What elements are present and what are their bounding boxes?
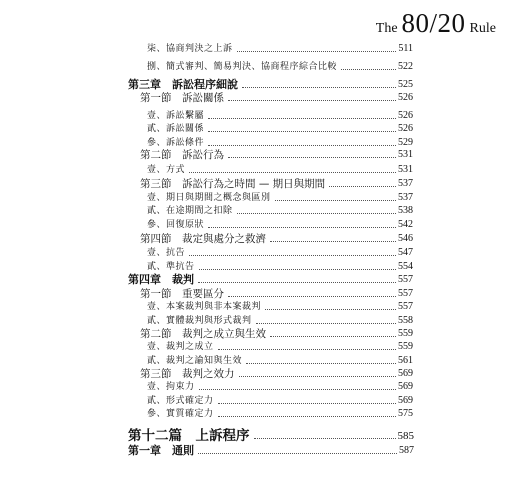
toc-entry-title: 貳、在途期間之扣除 bbox=[147, 206, 233, 216]
toc-entry-title: 柒、協商判決之上訴 bbox=[147, 44, 233, 54]
toc-entry-page: 526 bbox=[398, 123, 413, 134]
toc-entry-page: 542 bbox=[398, 219, 413, 230]
toc-entry-page: 557 bbox=[398, 288, 413, 299]
toc-entry-title: 第三節 裁判之效力 bbox=[140, 368, 235, 380]
toc-dot-leader bbox=[198, 453, 397, 454]
toc-dot-leader bbox=[237, 51, 397, 52]
toc-entry-title: 壹、裁判之成立 bbox=[147, 342, 214, 352]
toc-entry-title: 參、回復原狀 bbox=[147, 220, 205, 230]
toc-entry-title: 第四章 裁判 bbox=[128, 273, 194, 286]
toc-entry-title: 壹、期日與期間之概念與區別 bbox=[147, 193, 271, 203]
toc-entry-page: 538 bbox=[398, 205, 413, 216]
header-rule: Rule bbox=[469, 21, 496, 36]
toc-entry-title: 第四節 裁定與處分之救濟 bbox=[140, 233, 266, 245]
toc-entry-page: 531 bbox=[398, 164, 413, 175]
toc-entry-title: 第三節 訴訟行為之時間 — 期日與期間 bbox=[140, 178, 326, 190]
toc-dot-leader bbox=[228, 100, 396, 101]
toc-entry-title: 第二節 訴訟行為 bbox=[140, 149, 224, 161]
toc-entry-page: 557 bbox=[398, 301, 413, 312]
toc-entry-page: 569 bbox=[398, 395, 413, 406]
toc-entry-page: 561 bbox=[398, 355, 413, 366]
toc-entry-title: 壹、本案裁判與非本案裁判 bbox=[147, 302, 262, 312]
toc-entry-title: 壹、訴訟繫屬 bbox=[147, 111, 205, 121]
toc-entry-title: 壹、抗告 bbox=[147, 248, 186, 258]
toc-entry-page: 559 bbox=[398, 341, 413, 352]
toc-entry-title: 壹、方式 bbox=[147, 165, 186, 175]
toc-entry-title: 貳、訴訟關係 bbox=[147, 124, 205, 134]
toc-entry-title: 壹、拘束力 bbox=[147, 382, 195, 392]
toc-entry-title: 貳、形式確定力 bbox=[147, 396, 214, 406]
toc-entry-title: 參、實質確定力 bbox=[147, 409, 214, 419]
toc-entry-item bbox=[147, 402, 413, 420]
toc-entry-page: 526 bbox=[398, 92, 413, 103]
toc-entry-page: 575 bbox=[398, 408, 413, 419]
toc-entry-page: 569 bbox=[398, 381, 413, 392]
toc-dot-leader bbox=[218, 416, 396, 417]
toc-entry-title: 第一節 重要區分 bbox=[140, 288, 224, 300]
toc-entry-page: 559 bbox=[398, 328, 413, 339]
toc-entry-title: 第一節 訴訟關係 bbox=[140, 92, 224, 104]
toc-entry-chapter bbox=[128, 439, 414, 457]
toc-entry-page: 569 bbox=[398, 368, 413, 379]
toc-entry-section bbox=[140, 86, 413, 104]
toc-entry-item bbox=[147, 37, 413, 55]
toc-entry-title: 捌、簡式審判、簡易判決、協商程序綜合比較 bbox=[147, 62, 338, 72]
toc-entry-page: 537 bbox=[398, 178, 413, 189]
toc-entry-page: 587 bbox=[399, 445, 414, 456]
toc-entry-title: 第二節 裁判之成立與生效 bbox=[140, 328, 266, 340]
toc-entry-page: 585 bbox=[397, 430, 414, 442]
toc-entry-title: 貳、準抗告 bbox=[147, 262, 195, 272]
toc-entry-title: 貳、實體裁判與形式裁判 bbox=[147, 316, 252, 326]
toc-dot-leader bbox=[341, 69, 396, 70]
toc-entry-page: 554 bbox=[398, 261, 413, 272]
toc-entry-item bbox=[147, 55, 413, 73]
toc-entry-page: 522 bbox=[398, 61, 413, 72]
toc-entry-page: 531 bbox=[398, 149, 413, 160]
toc-entry-title: 第三章 訴訟程序細說 bbox=[128, 78, 238, 91]
toc-entry-page: 547 bbox=[398, 247, 413, 258]
toc-entry-page: 537 bbox=[398, 192, 413, 203]
toc-entry-title: 貳、裁判之諭知與生效 bbox=[147, 356, 243, 366]
header-the: The bbox=[375, 21, 398, 36]
toc-entry-page: 558 bbox=[398, 315, 413, 326]
toc-entry-title: 參、訴訟條件 bbox=[147, 138, 205, 148]
toc-entry-page: 529 bbox=[398, 137, 413, 148]
header-number: 80/20 bbox=[401, 8, 466, 38]
toc-entry-page: 525 bbox=[398, 79, 413, 90]
toc-entry-page: 557 bbox=[398, 274, 413, 285]
toc-entry-page: 511 bbox=[398, 43, 413, 54]
toc-entry-title: 第一章 通則 bbox=[128, 444, 194, 457]
toc-entry-page: 526 bbox=[398, 110, 413, 121]
toc-entry-page: 546 bbox=[398, 233, 413, 244]
toc-entry-title: 第十二篇 上訴程序 bbox=[128, 428, 250, 444]
